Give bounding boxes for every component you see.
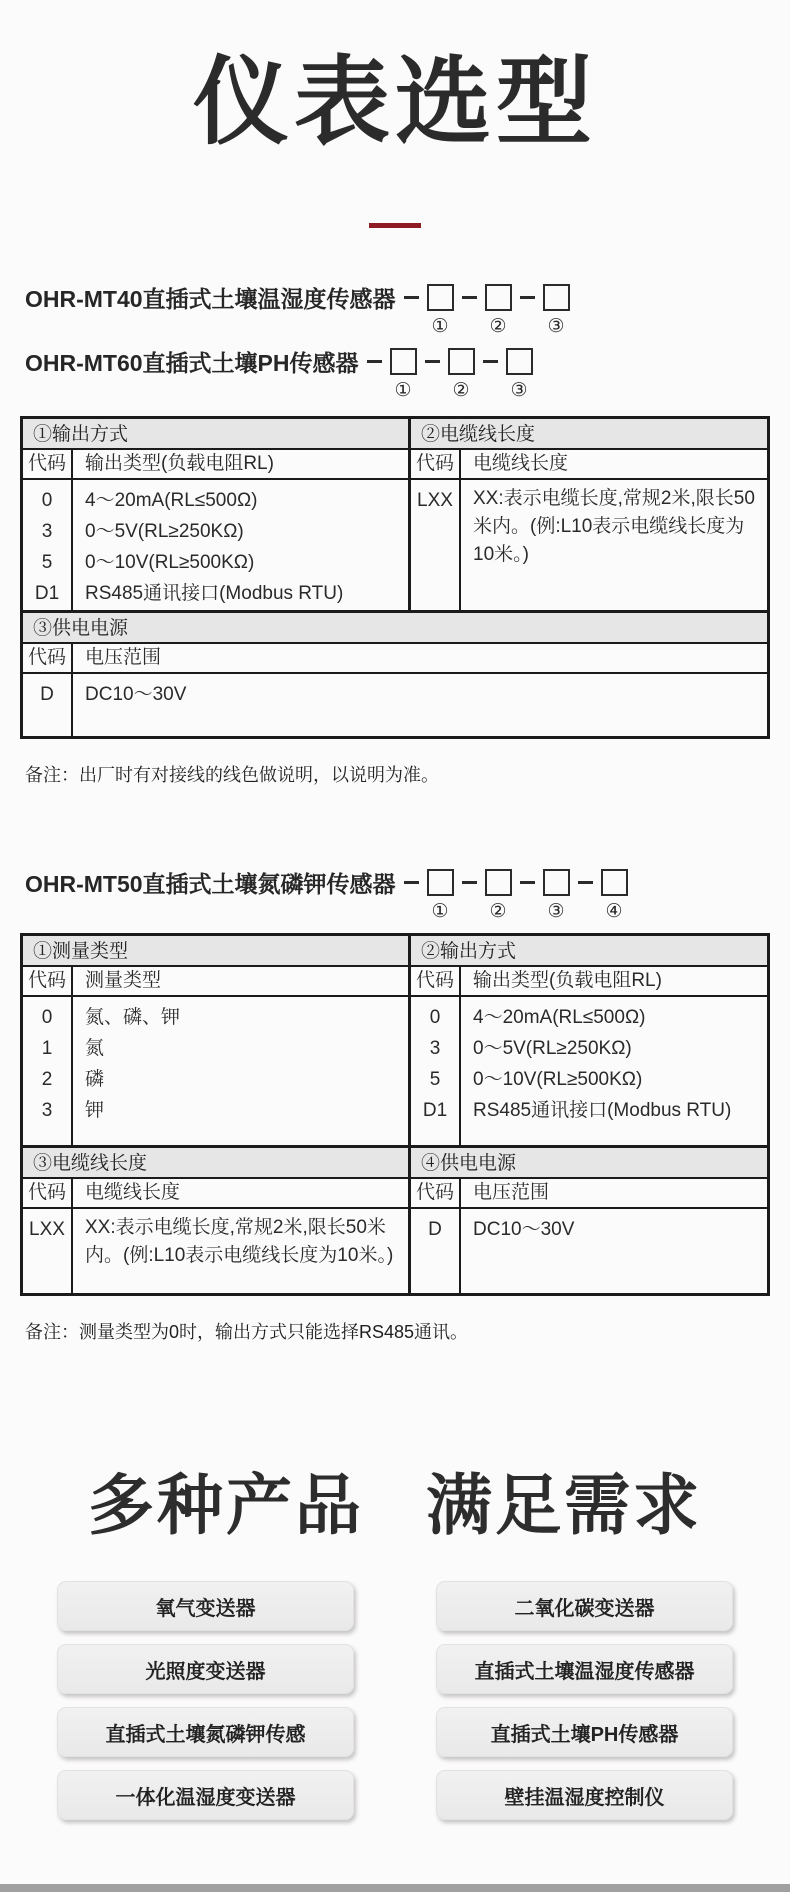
value-cell: 0～5V(RL≥250KΩ) [85,521,244,542]
model-code-section-mt50 [25,865,790,922]
col-header-value: 电压范围 [473,1182,550,1203]
col-header-value: 测量类型 [85,970,162,991]
model-name: OHR-MT50直插式土壤氮磷钾传感器 [25,870,396,897]
product-button-soil-npk[interactable]: 直插式土壤氮磷钾传感 [57,1707,354,1757]
value-cell: DC10～30V [85,684,187,705]
value-column [461,480,767,610]
dash [404,881,419,884]
group-header: ①测量类型 [23,936,408,967]
model-name: OHR-MT40直插式土壤温湿度传感器 [25,285,396,312]
model-code-box [448,348,475,375]
col-header-code: 代码 [23,1179,73,1207]
code-cell: D [428,1219,442,1240]
value-cell: XX:表示电缆长度,常规2米,限长50米内。(例:L10表示电缆线长度为10米。) [85,1217,394,1266]
code-column [23,674,73,736]
model-code-box [601,869,628,896]
code-cell: 0 [41,1007,53,1028]
power-group [23,610,767,736]
products-heading-left: 多种产品 [88,1468,364,1542]
segment-label: ③ [510,379,528,401]
dash [425,360,440,363]
value-cell: 0～10V(RL≥500KΩ) [473,1069,643,1090]
cable-group [23,1148,408,1293]
col-header-code: 代码 [411,967,461,995]
value-cell: 0～10V(RL≥500KΩ) [85,552,255,573]
code-cell: LXX [29,1219,65,1240]
code-column [23,480,73,610]
group-header: ②输出方式 [411,936,767,967]
value-cell: 氮 [85,1038,105,1059]
segment-label: ④ [605,900,623,922]
group-header: ①输出方式 [23,419,408,450]
col-header-code: 代码 [23,644,73,672]
col-header-code: 代码 [411,1179,461,1207]
model-code-box [390,348,417,375]
dash [462,296,477,299]
bottom-section-edge [0,1884,790,1892]
model-code-box [506,348,533,375]
segment-label: ③ [547,900,565,922]
model-code-box [543,284,570,311]
value-cell: DC10～30V [473,1219,575,1240]
value-cell: 钾 [85,1100,105,1121]
model-name: OHR-MT60直插式土壤PH传感器 [25,349,359,376]
code-cell: 5 [41,552,53,573]
product-button-soil-temp-humidity[interactable]: 直插式土壤温湿度传感器 [436,1644,733,1694]
group-header: ③供电电源 [23,613,767,644]
product-button-grid [0,1581,790,1820]
value-cell: 4～20mA(RL≤500Ω) [473,1007,646,1028]
page-title: 仪表选型 [193,49,597,156]
code-cell: D1 [422,1100,448,1121]
note-mt50: 备注：测量类型为0时，输出方式只能选择RS485通讯。 [25,1322,469,1342]
value-cell: 氮、磷、钾 [85,1007,181,1028]
code-cell: 3 [429,1038,441,1059]
col-header-value: 输出类型(负载电阻RL) [473,970,662,991]
dash [520,296,535,299]
product-button-oxygen[interactable]: 氧气变送器 [57,1581,354,1631]
selection-table-mt50 [20,933,770,1296]
segment-label: ② [452,379,470,401]
code-column [23,1209,73,1293]
segment-label: ② [489,900,507,922]
group-header: ④供电电源 [411,1148,767,1179]
note-mt40-mt60: 备注：出厂时有对接线的线色做说明，以说明为准。 [25,765,439,785]
code-cell: 0 [429,1007,441,1028]
measure-group [23,936,408,1145]
dash [520,881,535,884]
value-column [73,674,767,736]
code-cell: 3 [41,521,53,542]
value-column [461,1209,767,1293]
model-line-mt60 [25,344,790,401]
model-code-box [485,284,512,311]
model-code-box [427,284,454,311]
product-button-soil-ph[interactable]: 直插式土壤PH传感器 [436,1707,733,1757]
power-group [408,1148,767,1293]
segment-label: ② [489,315,507,337]
col-header-code: 代码 [411,450,461,478]
model-code-box [485,869,512,896]
product-button-co2[interactable]: 二氧化碳变送器 [436,1581,733,1631]
dash [462,881,477,884]
col-header-value: 电压范围 [85,647,162,668]
value-cell: 磷 [85,1069,105,1090]
segment-label: ① [394,379,412,401]
dash [404,296,419,299]
output-group [408,936,767,1145]
group-header: ③电缆线长度 [23,1148,408,1179]
value-cell: XX:表示电缆长度,常规2米,限长50米内。(例:L10表示电缆线长度为10米。) [473,488,755,565]
code-cell: D [40,684,54,705]
dash [578,881,593,884]
model-code-box [543,869,570,896]
col-header-value: 电缆线长度 [473,453,569,474]
product-button-wall-mount-controller[interactable]: 壁挂温湿度控制仪 [436,1770,733,1820]
code-column [411,997,461,1145]
code-column [23,997,73,1145]
model-code-section [25,280,790,401]
value-cell: 4～20mA(RL≤500Ω) [85,490,258,511]
selection-table-mt40-mt60 [20,416,770,739]
value-column [73,480,408,610]
code-cell: 1 [41,1038,53,1059]
products-heading [0,1452,790,1547]
code-cell: 3 [41,1100,53,1121]
model-line-mt40 [25,280,790,337]
product-button-integrated-temp-humidity[interactable]: 一体化温湿度变送器 [57,1770,354,1820]
code-cell: 0 [41,490,53,511]
col-header-code: 代码 [23,450,73,478]
code-cell: 5 [429,1069,441,1090]
value-column [73,1209,408,1293]
segment-label: ① [431,900,449,922]
value-cell: RS485通讯接口(Modbus RTU) [85,583,344,604]
code-column [411,480,461,610]
red-divider [369,223,421,228]
code-cell: D1 [34,583,60,604]
value-cell: RS485通讯接口(Modbus RTU) [473,1100,732,1121]
output-group [23,419,408,610]
code-cell: LXX [417,490,453,511]
col-header-value: 输出类型(负载电阻RL) [85,453,274,474]
group-header: ②电缆线长度 [411,419,767,450]
segment-label: ③ [547,315,565,337]
dash [483,360,498,363]
cable-group [408,419,767,610]
code-cell: 2 [41,1069,53,1090]
products-heading-right: 满足需求 [426,1468,702,1542]
product-button-light[interactable]: 光照度变送器 [57,1644,354,1694]
value-column [73,997,408,1145]
col-header-code: 代码 [23,967,73,995]
model-code-box [427,869,454,896]
code-column [411,1209,461,1293]
segment-label: ① [431,315,449,337]
col-header-value: 电缆线长度 [85,1182,181,1203]
value-cell: 0～5V(RL≥250KΩ) [473,1038,632,1059]
value-column [461,997,767,1145]
dash [367,360,382,363]
model-line-mt50 [25,865,790,922]
